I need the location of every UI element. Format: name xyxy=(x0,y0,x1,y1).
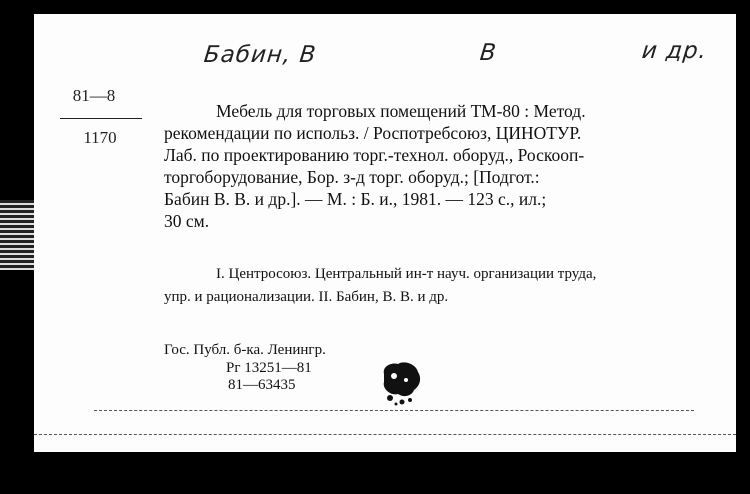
description-line: 30 см. xyxy=(164,211,210,231)
call-number-divider xyxy=(60,118,142,119)
ink-stamp-icon xyxy=(378,360,424,408)
scan-bottom-border xyxy=(34,452,736,494)
description-line: Лаб. по проектированию торг.-технол. оборуд., Роскооп- xyxy=(164,145,585,165)
description-line: Бабин В. В. и др.]. — М. : Б. и., 1981. — 123 с., ил.; xyxy=(164,189,547,209)
scan-edge-artifact xyxy=(0,200,34,270)
description-line: рекомендации по использ. / Роспотребсоюз, ЦИНОТУР. xyxy=(164,123,582,143)
tracing-line: упр. и рационализации. II. Бабин, В. В. и др. xyxy=(164,289,449,305)
call-number-bottom: 1170 xyxy=(83,128,117,147)
description-line: Мебель для торговых помещений ТМ-80 : Метод. xyxy=(216,101,586,121)
handwritten-et-al: и др. xyxy=(640,38,709,64)
scan-dashed-line xyxy=(94,410,694,411)
library-record-2: 81—63435 xyxy=(228,377,296,393)
catalog-card xyxy=(34,14,736,452)
tracing-line: I. Центросоюз. Центральный ин-т науч. организации труда, xyxy=(216,266,597,282)
scan-dashed-line xyxy=(34,434,736,435)
handwritten-author: Бабин, В xyxy=(202,42,318,68)
library-name: Гос. Публ. б-ка. Ленингр. xyxy=(164,342,326,358)
library-record-1: Рг 13251—81 xyxy=(226,360,312,376)
description-line: торгоборудование, Бор. з-д торг. оборуд.; [Подгот.: xyxy=(164,167,540,187)
handwritten-initial: В xyxy=(478,40,499,66)
call-number-top: 81—8 xyxy=(72,86,116,105)
